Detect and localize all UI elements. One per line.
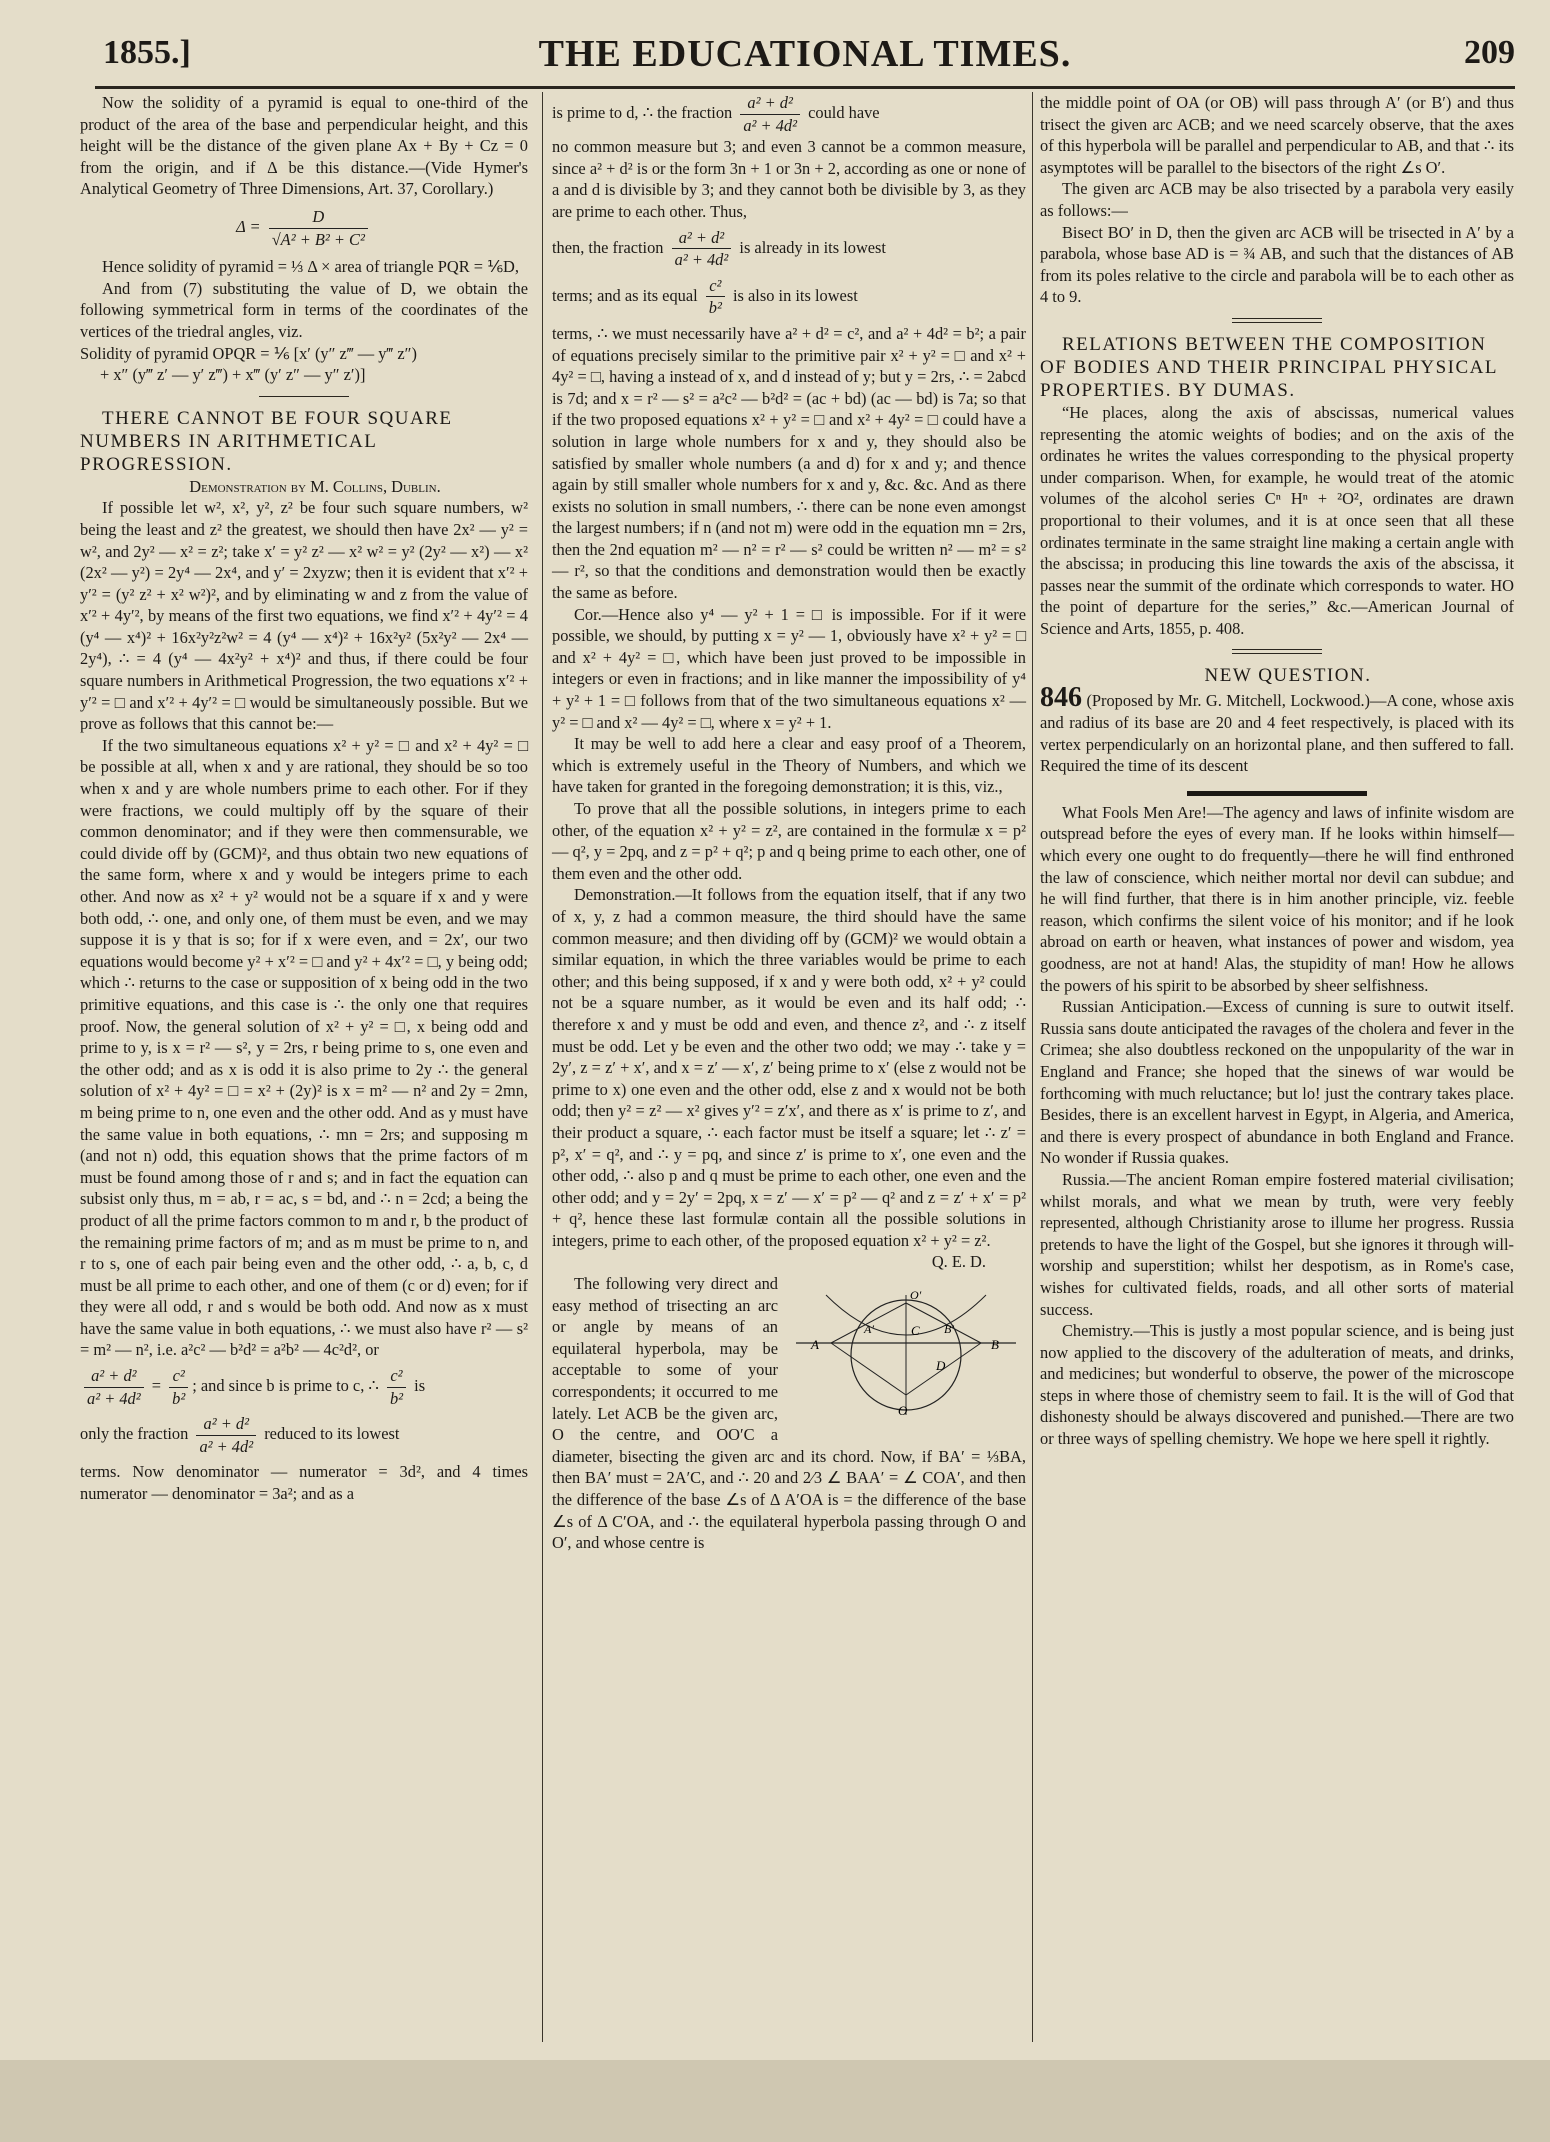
paragraph-col3-1: the middle point of OA (or OB) will pass through A′ (or B′) and thus trisect the given arc ACB; and we need scarcely observe, that the axes of this hyperbola will be parallel and perpendicular to AB, and that ∴ its asymptotes will be parallel to the bisectors of the right ∠s O′. [1040,93,1514,177]
inline-text: reduced to its lowest [264,1424,400,1444]
paragraph-col3-2: The given arc ACB may be also trisected by a parabola very easily as follows:— [1040,179,1514,220]
trisection-diagram [786,1275,1026,1425]
page-header [95,30,1515,89]
diagram-label-a-prime: A′ [864,1322,874,1337]
inline-text: is already in its lowest [739,237,886,257]
fraction-b-repeat [387,1365,406,1409]
fraction-denominator: a² + 4d² [87,1388,141,1408]
column-rule-left [542,92,543,2042]
fraction-denominator: a² + 4d² [199,1436,254,1456]
fraction-denominator: a² + 4d² [674,250,729,270]
fraction-a [84,1365,144,1409]
separator-double [1232,318,1322,323]
fraction-delta [269,206,368,250]
paragraph-col2-2: terms, ∴ we must necessarily have a² + d² = c², and a² + 4d² = b²; a pair of equations precisely similar to the primitive pair x² + y² = □ and x² + 4y² = □, having a instead of x, and d instead of y; but y = 2rs, ∴ = 2abcd is 7d; and x = r² — s² = a²c² — b²d² = (ac + bd) (ac — bd) is 7a; so that if the two proposed equations x² + y² = □ and x² + 4y² = □ could have a solution in large whole numbers for x and y, they should also be satisfied by smaller whole numbers (a and d) for x and y; and thence again by still smaller whole numbers for x and y, &c. &c. And as there exists no solution in small numbers, ∴ there can be none even amongst the largest numbers; if n (and not m) were odd in the equation mn = 2rs, then the 2nd equation m² — n² = r² — s² could be written n² — m² = s² — r², so that the conditions and demonstration would then be exactly the same as before. [552,323,1026,603]
paragraph-theorem-intro: It may be well to add here a clear and easy proof of a Theorem, which is extremely useful in the Theory of Numbers, and which we have taken for granted in the foregoing demonstration; it is this, viz., [552,734,1026,797]
separator-thick [1187,791,1367,796]
paragraph-fools: What Fools Men Are!—The agency and laws of infinite wisdom are outspread before the eyes of every man. If he looks within himself—which every one ought to do frequently—there he will find enthroned the law of conscience, which neither mortal nor devil can subdue; and he will find further, that there is in him another principle, viz. feeble reason, which confirms the silent voice of his monitor; and if he look abroad on earth or heaven, what instances of power and wisdom, yea goodness, are not at hand! Alas, the stupidity of man! How he allows the powers of his spirit to be absorbed by sheer selfishness. [1040,802,1514,995]
formula-delta [80,206,528,250]
fraction-numerator: c² [387,1365,406,1388]
fraction-b [169,1365,188,1409]
diagram-label-o-prime: O′ [910,1288,922,1303]
paragraph-squares-3: terms. Now denominator — numerator = 3d², and 4 times numerator — denominator = 3a²; and as a [80,1462,528,1504]
inline-text: only the fraction [80,1424,189,1444]
fraction-numerator: c² [706,275,725,298]
paragraph-intro: Now the solidity of a pyramid is equal to one-third of the product of the area of the base and perpendicular height, and this height will be the distance of the given plane Ax + By + Cz = 0 from the origin, and if Δ be this distance.—(Vide Hymer's Analytical Geometry of Three Dimensions, Art. 37, Corollary.) [80,93,528,199]
inline-text: terms; and as its equal [552,285,698,305]
inline-text: could have [808,102,880,122]
qed: Q. E. D. [931,1252,986,1272]
fraction-denominator: √A² + B² + C² [271,229,365,249]
article-heading-squares: THERE CANNOT BE FOUR SQUARE NUMBERS IN ARITHMETICAL PROGRESSION. [80,407,453,475]
paragraph-dumas: “He places, along the axis of abscissas, numerical values representing the atomic weights of bodies; and on the axis of the ordinates he writes the values corresponding to the physical property under comparison. When, for example, he would treat of the atomic volumes of the alcohol series Cⁿ Hⁿ + ²O², ordinates are drawn proportional to their volumes, and it is at once seen that all these ordinates terminate in the same straight line making a certain angle with the abscissa; in producing this line towards the axis of the abscissa, it passes near the summit of the ordinate which corresponds to water. HO the point of departure for the series,” &c.—American Journal of Science and Arts, 1855, p. 408. [1040,402,1514,638]
inline-text: is [414,1375,426,1395]
diagram-label-o: O [898,1403,908,1419]
formula-solidity-line-1: Solidity of pyramid OPQR = ⅙ [x′ (y″ z‴ — y‴ z″) [80,343,417,363]
paragraph-trisecting: The following very direct and easy method of trisecting an arc or angle by means of an equilateral hyperbola, may be acceptable to some of your correspondents; it occurred to me lately. Let ACB be the given arc, O the centre, and OO′C a diameter, bisecting the given arc and its chord. Now, if BA′ = ⅓BA, then BA′ must = 2A′C, and ∴ 20 and 2⁄3 ∠ BAA′ = ∠ COA′, and then the difference of the base ∠s of Δ A′OA is = the difference of the base ∠s of Δ C′OA, and ∴ the equilateral hyperbola passing through O and O′, and whose centre is [552,1274,1026,1553]
fraction-numerator: a² + d² [84,1365,144,1388]
diagram-label-c: C [911,1323,920,1339]
article-heading-new-question: NEW QUESTION. [1204,665,1372,687]
inline-text: then, the fraction [552,237,664,257]
separator-double [1232,649,1322,654]
paragraph-to-prove: To prove that all the possible solutions, in integers prime to each other, of the equation x² + y² = z², are contained in the formulæ x = p² — q², y = 2pq, and z = p² + q²; p and q being prime to each other, one of them even and the other odd. [552,799,1026,883]
fraction-a-col2b [672,227,732,271]
paragraph-squares-1: If possible let w², x², y², z² be four such square numbers, w² being the least and z² the greatest, we should then have 2x² — y² = w², and 2y² — x² = z²; take x′ = y² z² — x² w² = y² (2y² — x²) — x² (2x² — y²) = 2y⁴ — 2x⁴, and y′ = 2xyzw; then it is evident that x′² + y′² = (y² z² + x² w²)², and by eliminating w and z from the value of x′² + 4y′², by means of the first two equations, we find x′² + 4y′² = 4 (y⁴ — x⁴)² + 16x²y²z²w² = 4 (y⁴ — x⁴)² + 16x²y² (5x²y² — 2x⁴ — 2y⁴), ∴ = 4 (y⁴ — 4x²y² + x⁴)² and thus, if there could be four square numbers in Arithmetical Progression, the two equations x′² + y′² = □ and x′² + 4y′² = □ would be simultaneously possible. But we prove as follows that this cannot be:— [80,498,528,734]
fraction-numerator: D [269,206,368,229]
fraction-numerator: a² + d² [672,227,732,250]
column-2 [552,92,1026,1554]
fraction-denominator: a² + 4d² [743,115,797,135]
paragraph-russian-anticipation: Russian Anticipation.—Excess of cunning is sure to outwit itself. Russia sans doute anticipated the ravages of the cholera and fever in the Crimea; she also doubtless reckoned on the unpopularity of the war in England and France; she hoped that the sinews of war would be forthcoming with much reluctance; but lo! just the contrary takes place. Besides, there is an excellent harvest in Egypt, in Algeria, and America, and there is every prospect of abundance in both England and France. No wonder if Russia quakes. [1040,997,1514,1168]
inline-text: and since b is prime to c, ∴ [200,1375,379,1395]
header-title: THE EDUCATIONAL TIMES. [538,33,1072,75]
fraction-line-1: $\frac{\text{a² + d²}}{\text{a² + 4d²}}$ = $\frac{\text{c²}}{\text{b²}}$ ; and since b is prime to c, ∴ $\frac{\text{c²}}{\text{b²}}$ is [80,1365,528,1409]
fraction-line-2 [80,1413,528,1457]
paragraph-squares-2: If the two simultaneous equations x² + y² = □ and x² + 4y² = □ be possible at all, when x and y are rational, they should be so too when x and y are whole numbers prime to each other. For if they were fractions, we could multiply off by the square of their common denominator; and if they were then commensurable, we could divide off by (GCM)², and thus obtain two new equations of the same form, where x and y would be integers prime to each other. And now as x² + y² would not be a square if x and y were both odd, ∴ one, and only one, of them must be even, and we may suppose it is y that is so; for if x were even, and = 2x′, our two equations would become y² + x′² = □ and y² + 4x′² = □, y being odd; which ∴ returns to the case or supposition of x being odd in the two primitive equations, and this case is ∴ the only one that requires proof. Now, the general solution of x² + y² = □, x being odd and prime to y, is x = r² — s², y = 2rs, r being prime to s, one even and the other odd; and as x is odd it is also prime to 2y ∴ the general solution of x² + 4y² = □ = x² + (2y)² is x = m² — n² and 2y = 2mn, m being prime to n, one even and the other odd. And as y must have the same value in both equations, ∴ mn = 2rs; and supposing m (and not n) odd, this equation shows that the prime factors of m must be found among those of r and s; and in fact the equation can subsist only thus, m = ab, r = ac, s = bd, and ∴ n = 2cd; a being the product of all the prime factors common to m and r, b the product of the remaining prime factors of m; and as m must be prime to n, and r to s, one of each pair being even and the other odd, ∴ a, b, c, d must be all prime to each other, and one of them (c or d) even; for if they were all odd, r and s would be both odd. And now as x must have the same value in both equations, ∴ we must also have r² — s² = m² — n², i.e. a²c² — b²d² = a²b² — 4c²d², or [80,735,528,1360]
diagram-label-a: A [811,1337,819,1353]
fraction-line-4 [552,227,1026,271]
formula-solidity-line-2: + x″ (y‴ z′ — y′ z‴) + x‴ (y′ z″ — y″ z′)] [100,365,366,385]
column-1 [80,92,528,1505]
fraction-a-col2 [740,92,800,136]
inline-text: is prime to d, ∴ the fraction [552,102,733,122]
article-heading-dumas: RELATIONS BETWEEN THE COMPOSITION OF BODIES AND THEIR PRINCIPAL PHYSICAL PROPERTIES. BY DUMAS. [1040,333,1498,401]
diagram-label-d: D [936,1358,946,1374]
paragraph-and-from: And from (7) substituting the value of D, we obtain the following symmetrical form in terms of the coordinates of the vertices of the triedral angles, viz. [80,278,528,341]
fraction-a-repeat [196,1413,256,1457]
question-text: (Proposed by Mr. G. Mitchell, Lockwood.)—A cone, whose axis and radius of its base are 20 and 4 feet respectively, is placed with its vertex perpendicularly on an horizontal plane, and then suffered to fall. Required the time of its descent [1040,691,1514,776]
header-year: 1855.] [103,34,191,71]
paragraph-chemistry: Chemistry.—This is justly a most popular science, and is being just now applied to the discovery of the adulteration of meats, and drinks, and medicines; but wonderful to observe, the power of the microscope steps in where those of chemistry seem to fail. It is the will of God that dishonesty should be always discovered and punished.—There are two or three ways of spelling chemistry. We hope we here spell it rightly. [1040,1321,1514,1449]
paragraph-russia: Russia.—The ancient Roman empire fostered material civilisation; whilst morals, and what we mean by truth, were very feebly represented, although Christianity arose to illume her progress. Russia pretends to have the light of the Gospel, but she ignores it through will-worship and superstition; whilst her despotism, as in Rome's case, wishes for cultivated fields, roads, and all other sorts of material success. [1040,1169,1514,1319]
inline-text: is also in its lowest [733,285,858,305]
paragraph-col2-1: no common measure but 3; and even 3 cannot be a common measure, since a² + d² is or the form 3n + 1 or 3n + 2, according as one or none of a and d is divisible by 3; and they cannot both be divisible by 3, as they are prime to each other. Thus, [552,137,1026,221]
paragraph-demonstration: Demonstration.—It follows from the equation itself, that if any two of x, y, z had a common measure, the third should have the same common measure; and then dividing off by (GCM)² we would obtain a similar equation, in which the three variables would be prime to each other; and this being supposed, if x and y were both odd, x² + y² could not be a square number, as it would be even and its half odd; ∴ therefore x and y must be odd and even, and thence z², and ∴ z itself must be odd. Let y be even and the other two odd; we may ∴ take y = 2y′, z = z′ + x′, and x = z′ — x′, z′ being prime to x′ (else z would not be prime to x) one even and the other odd, else z and x would not be both odd; then y² = z² — x² gives y′² = z′x′, and there as x′ is prime to z′, and their product a square, ∴ each factor must be itself a square; let ∴ z′ = p², x′ = q², and ∴ y = pq, and since z′ is prime to x′, one even and the other odd, ∴ also p and q must be prime to each other, one even and the other odd; and y = 2y′ = 2pq, x = z′ — x′ = p² — q² and z = z′ + x′ = p² + q², hence these last formulæ contain all the possible solutions in integers, prime to each other, of the proposed equation x² + y² = z². [552,885,1026,1250]
fraction-line-3 [552,92,1026,136]
question-number: 846 [1040,682,1082,714]
formula-delta-lhs: Δ = [236,216,261,236]
fraction-denominator: b² [708,298,722,318]
column-3 [1040,92,1514,1450]
paragraph-hence: Hence solidity of pyramid = ⅓ Δ × area of triangle PQR = ⅙D, [102,257,519,277]
diagram-label-b-prime: B′ [944,1322,954,1337]
paragraph-question [1040,682,1514,776]
page-bottom-margin [0,2060,1550,2142]
paragraph-col3-3: Bisect BO′ in D, then the given arc ACB will be trisected in A′ by a parabola, whose base AD is = ¾ AB, and such that the distances of AB from its poles relative to the circle and parabola will be to each other as 4 to 9. [1040,222,1514,307]
fraction-numerator: c² [169,1365,188,1388]
column-rule-right [1032,92,1033,2042]
fraction-line-5 [552,275,1026,319]
separator-rule [259,396,349,397]
fraction-numerator: a² + d² [740,92,800,115]
fraction-b-col2 [706,275,725,319]
diagram-label-b: B [991,1337,999,1353]
fraction-denominator: b² [389,1388,404,1408]
fraction-numerator: a² + d² [196,1413,256,1436]
header-page-number: 209 [1464,34,1515,71]
paragraph-corollary: Cor.—Hence also y⁴ — y² + 1 = □ is impossible. For if it were possible, we should, by putting x = y² — 1, obviously have x² + y² = □ and x² + 4y² = □, which have been just proved to be impossible in integers or even in fractions; and in like manner the impossibility of y⁴ + y² + 1 = □ follows from that of the two simultaneous equations x² — y² = □ and x² — 4y² = □, where x = y² + 1. [552,604,1026,732]
fraction-denominator: b² [172,1388,186,1408]
article-byline: Demonstration by M. Collins, Dublin. [189,476,441,496]
